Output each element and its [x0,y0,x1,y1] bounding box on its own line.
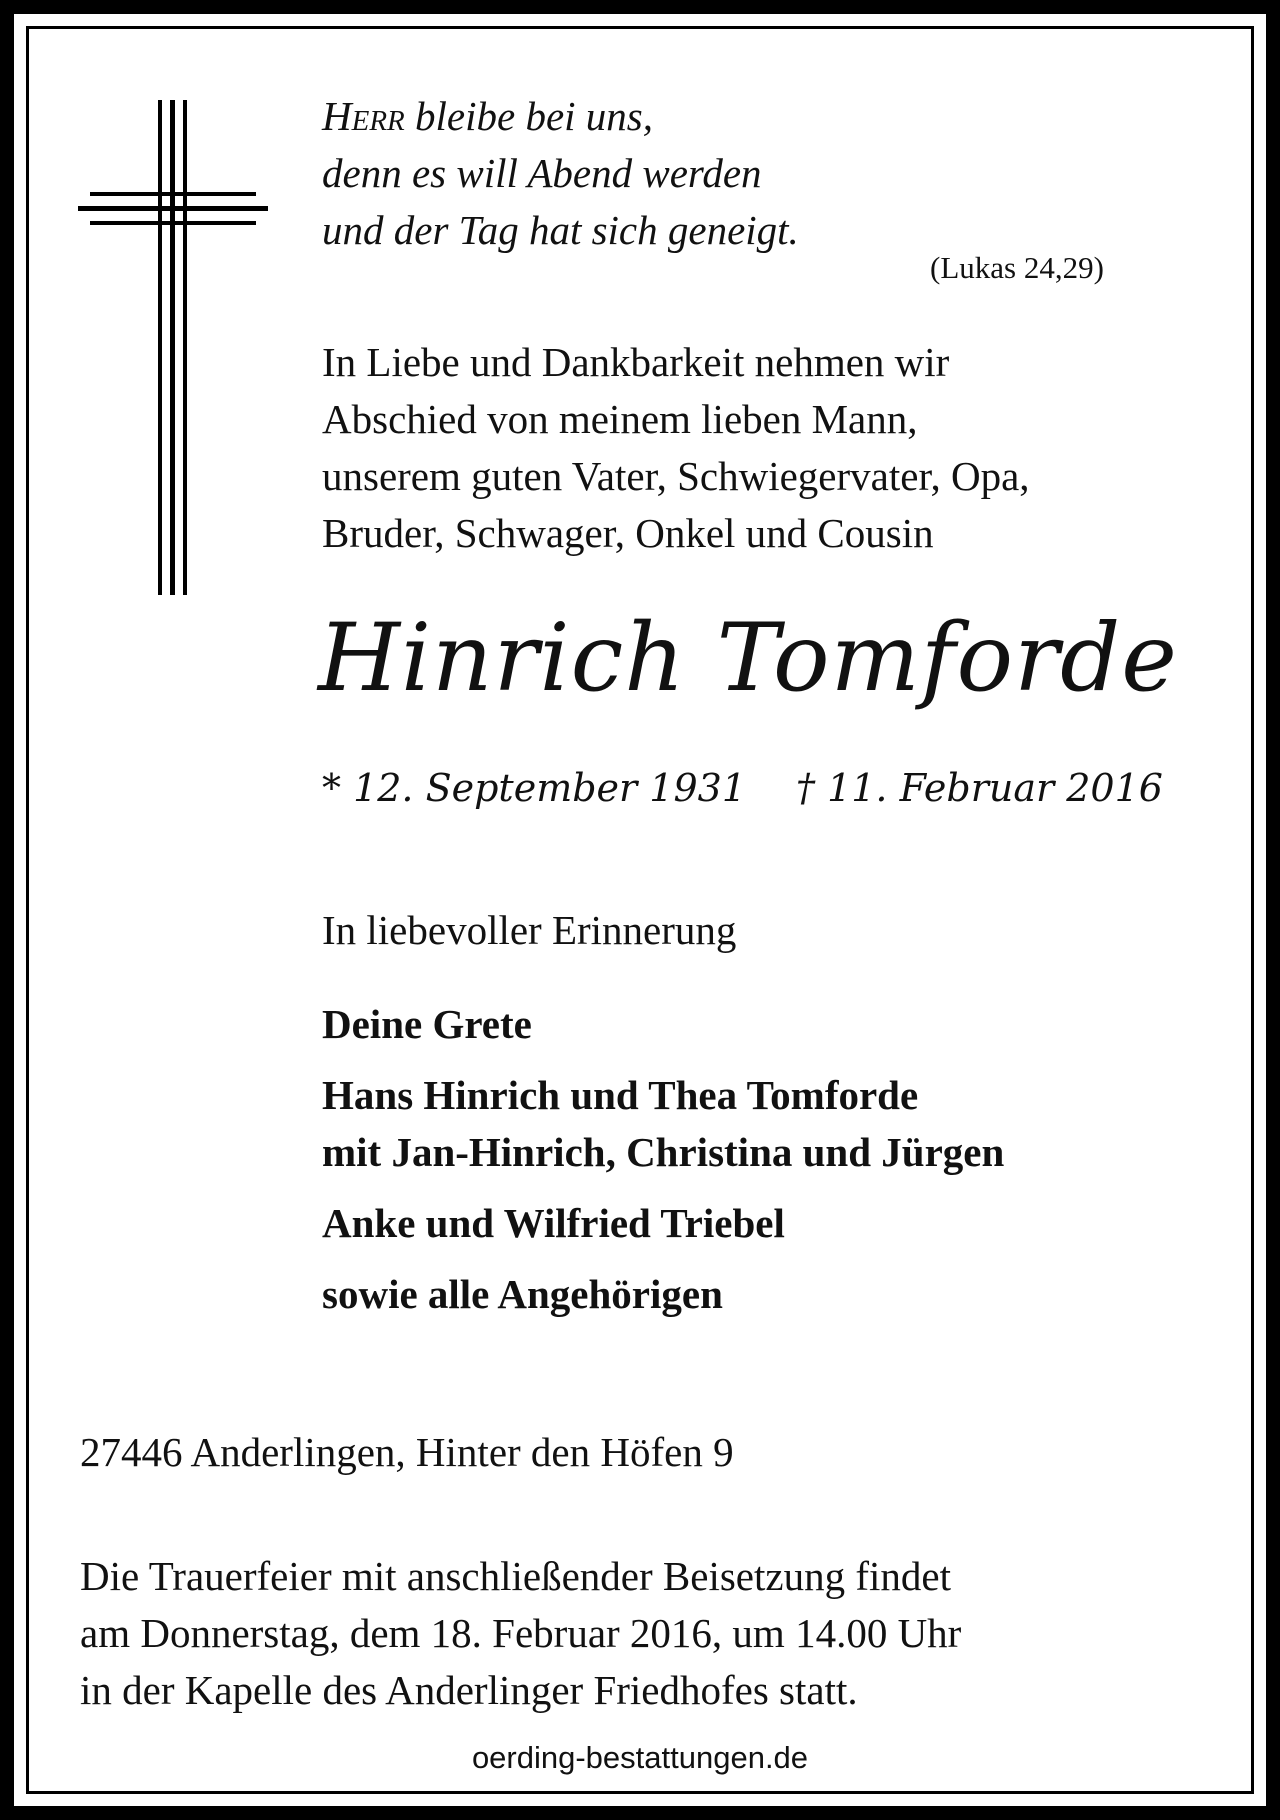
ceremony-line: am Donnerstag, dem 18. Februar 2016, um 14.00 Uhr [80,1610,962,1656]
life-dates [322,766,1163,810]
verse-line: und der Tag hat sich geneigt. [322,207,799,253]
farewell-line: unserem guten Vater, Schwiegervater, Opa, [322,453,1030,499]
family-group [322,1067,1004,1181]
birth-date: * 12. September 1931 [322,766,746,810]
farewell-line: Abschied von meinem lieben Mann, [322,396,918,442]
verse-line: Herr bleibe bei uns, [322,93,653,139]
ceremony-info [80,1548,961,1719]
memory-text: In liebevoller Erinnerung [322,907,737,953]
ceremony-line: in der Kapelle des Anderlinger Friedhofes statt. [80,1667,858,1713]
family-group [322,1195,1004,1252]
family-line: sowie alle Angehörigen [322,1271,723,1317]
family-group [322,1266,1004,1323]
address: 27446 Anderlingen, Hinter den Höfen 9 [80,1429,734,1475]
family-signatures [322,996,1004,1337]
farewell-line: Bruder, Schwager, Onkel und Cousin [322,510,934,556]
deceased-name: Hinrich Tomforde [318,604,1178,713]
ceremony-line: Die Trauerfeier mit anschließender Beisetzung findet [80,1553,951,1599]
farewell-line: In Liebe und Dankbarkeit nehmen wir [322,339,950,385]
verse-reference: (Lukas 24,29) [930,250,1104,285]
cross-icon [78,100,268,595]
family-line: Hans Hinrich und Thea Tomforde [322,1072,919,1118]
family-line: mit Jan-Hinrich, Christina und Jürgen [322,1129,1005,1175]
bible-verse [322,88,799,259]
death-date: † 11. Februar 2016 [796,766,1163,810]
verse-line: denn es will Abend werden [322,150,762,196]
farewell-text [322,334,1030,562]
funeral-home-website[interactable]: oerding-bestattungen.de [471,1740,809,1775]
family-group [322,996,1004,1053]
family-line: Deine Grete [322,1001,532,1047]
family-line: Anke und Wilfried Triebel [322,1200,785,1246]
